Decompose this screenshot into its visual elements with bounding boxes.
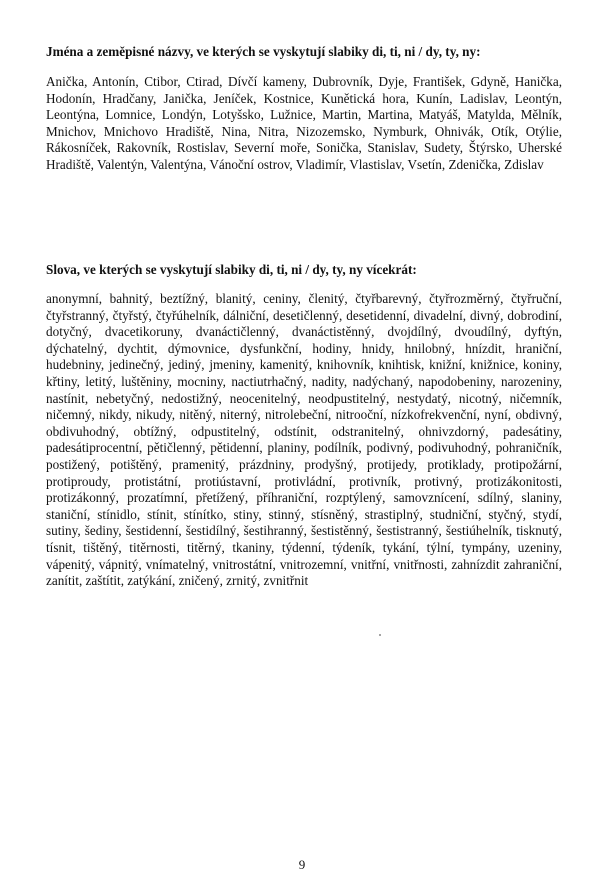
section-heading-words: Slova, ve kterých se vyskytují slabiky di, ti, ni / dy, ty, ny vícekrát: (46, 262, 417, 277)
names-list-paragraph: Anička, Antonín, Ctibor, Ctirad, Dívčí kameny, Dubrovník, Dyje, František, Gdyně, Hanička, Hodonín, Hradčany, Janička, Jeníček, Kostnice, Kunětická hora, Kunín, Ladislav, Leontýn, Leontýna, Lomnice, Londýn, Lotyšsko, Lužnice, Martin, Martina, Matyáš, Matylda, Mělník, Mnichov, Mnichovo Hradiště, Nina, Nitra, Nizozemsko, Nymburk, Ohnivák, Otík, Otýlie, Rákosníček, Rakovník, Rostislav, Severní moře, Sonička, Stanislav, Sudety, Štýrsko, Uherské Hradiště, Valentýn, Valentýna, Vánoční ostrov, Vladimír, Vlastislav, Vsetín, Zdenička, Zdislav (46, 74, 562, 172)
section-heading-names: Jména a zeměpisné názvy, ve kterých se vyskytují slabiky di, ti, ni / dy, ty, ny: (46, 44, 481, 59)
scan-speck (379, 634, 381, 636)
words-list-paragraph: anonymní, bahnitý, beztížný, blanitý, ceniny, členitý, čtyřbarevný, čtyřrozměrný, čtyřruční, čtyřstranný, čtyřstý, čtyřúhelník, dálniční, desetičlenný, desetidenní, divadelní, divný, dobrodiní, dotyčný, dvacetikoruny, dvanáctičlenný, dvanáctistěnný, dvojdílný, dvoudílný, dyftýn, dýchatelný, dychtit, dýmovnice, dysfunkční, hodiny, hnidy, hnilobný, hnízdit, hraniční, hudebniny, jedinečný, jediný, jmeniny, kamenitý, knihovník, knihtisk, knižní, knižnice, koniny, křtiny, letitý, luštěniny, mocniny, nactiutrhačný, nadity, nadýchaný, napodobeniny, narozeniny, nastínit, nebetyčný, nedostižný, neocenitelný, neodpustitelný, nestydatý, nicotný, ničemník, ničemný, nikdy, nikudy, nitěný, niterný, nitrolebeční, nitrooční, nízkofrekvenční, nyní, obdivný, obdivuhodný, obtížný, odpustitelný, odstínit, odstranitelný, ohnivzdorný, padesátiny, padesátiprocentní, pětičlenný, pětidenní, planiny, podílník, podivný, podivuhodný, pohraničník, postižený, potištěný, pramenitý, prázdniny, prodyšný, protijedy, protiklady, protipožární, protiproudy, protistátní, protiústavní, protivládní, protivník, protivný, protizákonitosti, protizákonný, prozatímní, přetížený, příhraniční, rozptýlený, samovznícení, sdílný, slaniny, staniční, stínidlo, stínit, stínítko, stiny, stinný, stísněný, strastiplný, studniční, styčný, stydí, sutiny, šediny, šestidenní, šestidílný, šestihranný, šestistěnný, šestistranný, šestiúhelník, tisknutý, tísnit, tištěný, titěrnosti, titěrný, tkaniny, týdenní, týdeník, tykání, týlní, tympány, uzeniny, vápenitý, vápnitý, vnímatelný, vnitrostátní, vnitrozemní, vnitřní, vnitřnosti, zahnízdit zahraniční, zanítit, zaštítit, zatýkání, zničený, zrnitý, zvnitřnit (46, 291, 562, 589)
page-number: 9 (298, 857, 306, 872)
